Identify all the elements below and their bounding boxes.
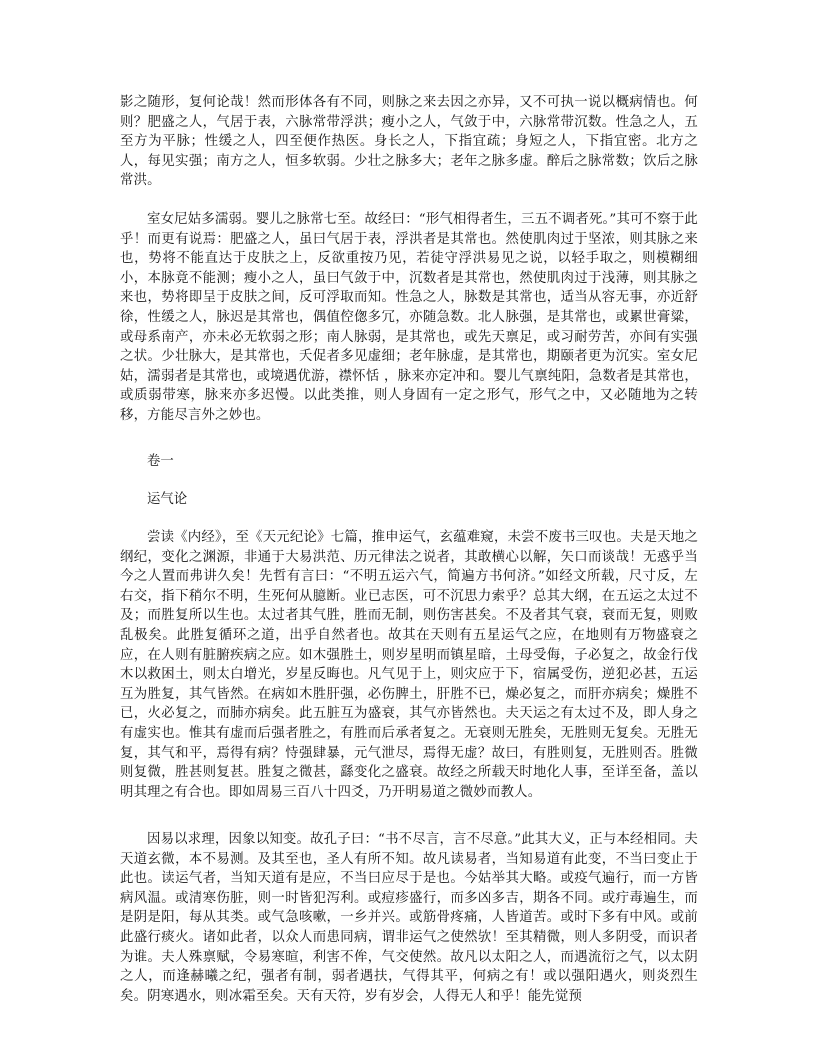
paragraph-text: 室女尼姑多濡弱。婴儿之脉常七至。故经曰：“形气相得者生，三五不调者死。”其可不察于此乎！而更有说焉：肥盛之人，虽曰气居于表，浮洪者是其常也。然使肌肉过于坚浓，则其脉之来也，势将不能直达于皮肤之上，反欲重按乃见，若徒守浮洪易见之说，以轻手取之，则模糊细小，本脉竟不能测；瘦小之人，虽曰气敛于中，沉数者是其常也，然使肌肉过于浅薄，则其脉之来也，势将即呈于皮肤之间，反可浮取而知。性急之人，脉数是其常也，适当从容无事，亦近舒徐，性缓之人，脉迟是其常也，偶值倥偬多冗，亦随急数。北人脉强，是其常也，或累世膏粱，或母系南产，亦未必无软弱之形；南人脉弱，是其常也，或先天禀足，或习耐劳苦，亦间有实强之状。少壮脉大，是其常也，夭促者多见虚细；老年脉虚，是其常也，期颐者更为沉实。室女尼姑，濡弱者是其常也，或境遇优游，襟怀恬 ，脉来亦定冲和。婴儿气禀纯阳，急数者是其常也，或质弱带寒，脉来亦多迟慢。以此类推，则人身固有一定之形气，形气之中，又必随地为之转移，方能尽言外之妙也。 (120, 212, 699, 423)
paragraph-text: 尝读《内经》，至《天元纪论》七篇，推申运气，玄蕴难窥，未尝不废书三叹也。夫是天地之纲纪，变化之渊源，非通于大易洪范、历元律法之说者，其敢横心以解，矢口而谈哉！无惑乎当今之人置而弗讲久矣！先哲有言曰：“不明五运六气，简遍方书何济。”如经文所载，尺寸反，左右交，指下稍尔不明，生死何从臆断。业已志医，可不沉思力索乎？总其大纲，在五运之太过不及；而胜复所以生也。太过者其气胜，胜而无制，则伤害甚矣。不及者其气衰，衰而无复，则败乱极矣。此胜复循环之道，出乎自然者也。故其在天则有五星运气之应，在地则有万物盛衰之应，在人则有脏腑疾病之应。如木强胜土，则岁星明而镇星暗，土母受侮，子必复之，故金行伐木以救困土，则太白增光，岁星反晦也。凡气见于上，则灾应于下，宿属受伤，逆犯必甚，五运互为胜复，其气皆然。在病如木胜肝强，必伤脾土，肝胜不已，燥必复之，而肝亦病矣；燥胜不已，火必复之，而肺亦病矣。此五脏互为盛衰，其气亦皆然也。夫天运之有太过不及，即人身之有虚实也。惟其有虚而后强者胜之，有胜而后承者复之。无衰则无胜矣，无胜则无复矣。无胜无复，其气和平，焉得有病？恃强肆暴，元气泄尽，焉得无虚？故曰，有胜则复，无胜则否。胜微则复微，胜甚则复甚。胜复之微甚，繇变化之盛衰。故经之所载天时地化人事，至详至备，盖以明其理之有合也。即如周易三百八十四爻，乃开明易道之微妙而教人。 (120, 530, 698, 800)
section-heading: 运气论 (147, 492, 188, 507)
paragraph-3 (120, 528, 698, 802)
paragraph-text: 影之随形，复何论哉！然而形体各有不同，则脉之来去因之亦异，又不可执一说以概病情也。何则？肥盛之人，气居于表，六脉常带浮洪；瘦小之人，气敛于中，六脉常带沉数。性急之人，五至方为平脉；性缓之人，四至便作热医。身长之人，下指宜疏；身短之人，下指宜密。北方之人，每见实强；南方之人，恒多软弱。少壮之脉多大；老年之脉多虚。醉后之脉常数；饮后之脉常洪。 (120, 95, 698, 189)
paragraph-text: 因易以求理，因象以知变。故孔子曰：“书不尽言，言不尽意。”此其大义，正与本经相同。夫天道玄微，本不易测。及其至也，圣人有所不知。故凡读易者，当知易道有此变，不当曰变止于此也。读运气者，当知天道有是应，不当曰应尽于是也。今姑举其大略。或疫气遍行，而一方皆病风温。或清寒伤脏，则一时皆犯泻利。或痘疹盛行，而多凶多吉，期各不同。或疔毒遍生，而是阴是阳，每从其类。或气急咳嗽，一乡并兴。或筋骨疼痛，人皆道苦。或时下多有中风。或前此盛行痰火。诸如此者，以众人而患同病，谓非运气之使然欤！至其精微，则人多阴受，而识者为谁。夫人殊禀赋，令易寒暄，利害不侔，气交使然。故凡以太阳之人，而遇流衍之气，以太阴之人，而逢赫曦之纪，强者有制，弱者遇扶，气得其平，何病之有！或以强阳遇火，则炎烈生矣。阴寒遇水，则冰霜至矣。天有天符，岁有岁会，人得无人和乎！能先觉预 (120, 832, 699, 1004)
paragraph-2 (120, 210, 698, 426)
paragraph-4 (120, 830, 698, 1006)
volume-heading: 卷一 (147, 454, 174, 469)
paragraph-1 (120, 93, 698, 191)
